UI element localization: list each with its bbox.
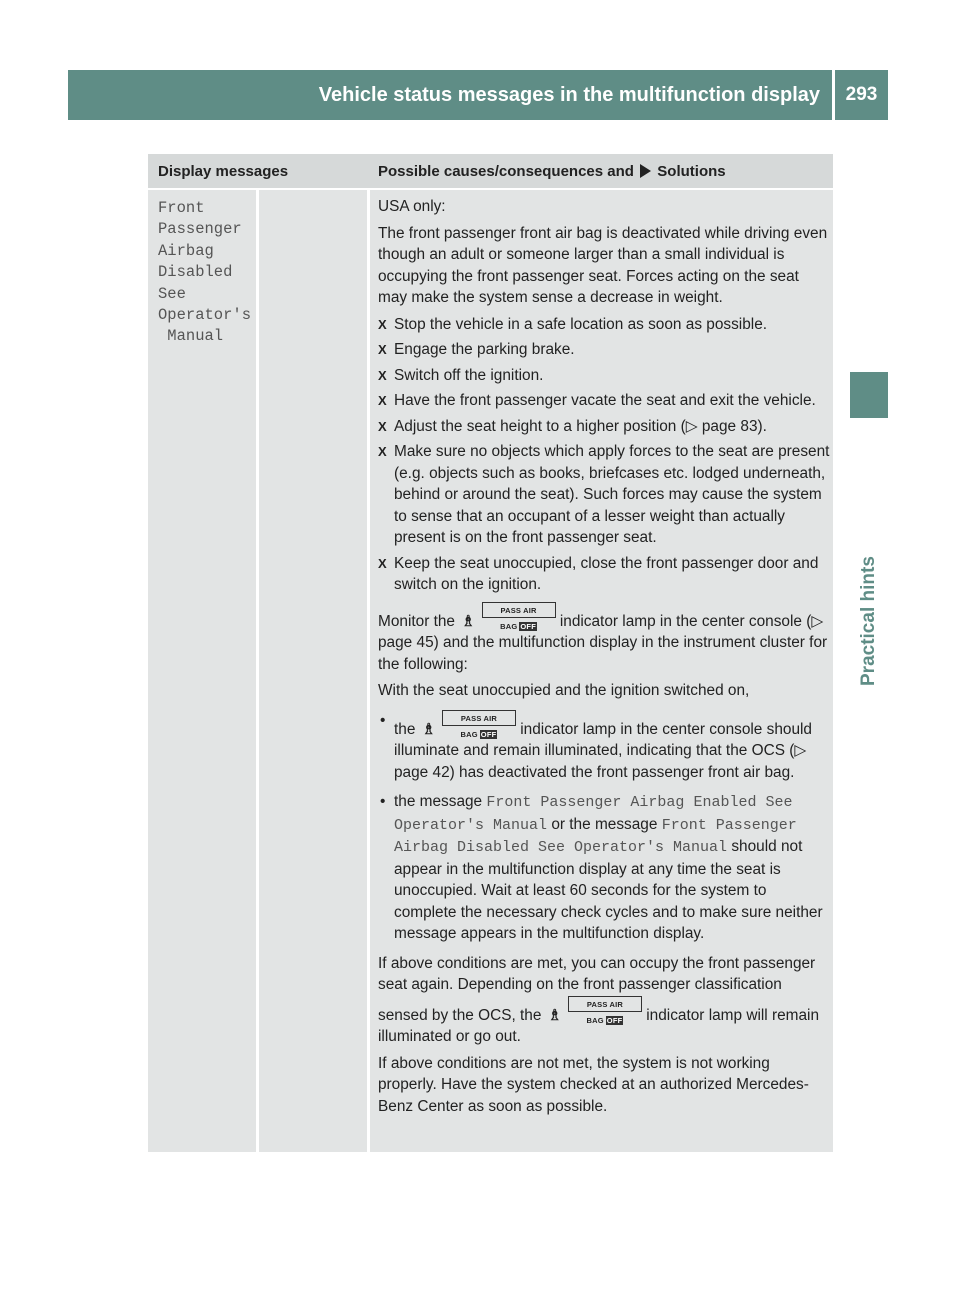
- step-item: X Have the front passenger vacate the seat and exit the vehicle.: [378, 390, 830, 412]
- table-header-row: [148, 154, 833, 188]
- solutions-content: [378, 196, 830, 1122]
- conditions-not-met-paragraph: If above conditions are not met, the system is not working properly. Have the system checked at an authorized Mercedes-Benz Center as soon as possible.: [378, 1054, 809, 1115]
- seat-occupant-icon: ♗: [461, 612, 475, 630]
- usa-only-note: USA only:: [378, 198, 446, 215]
- messages-table: [148, 154, 833, 1152]
- header-causes-solutions: Possible causes/consequences and Solutions: [378, 163, 726, 180]
- condition-bullet: • the message Front Passenger Airbag Enabled See Operator's Manual or the message Front Passenger Airbag Disabled See Operator's Manual should not appear in the multifunction display at any time the seat is unoccupied. Wait at least 60 seconds for the system to complete the necessary check cycles and to make sure neither message appears in the multifunction display.: [380, 793, 823, 942]
- column-empty: [259, 190, 367, 1152]
- step-item: X Engage the parking brake.: [378, 339, 830, 361]
- section-side-label: Practical hints: [858, 556, 879, 686]
- step-item: X Make sure no objects which apply forces to the seat are present (e.g. objects such as books, briefcases etc. lodged underneath, behind or around the seat). Such forces may cause the system to sense that an occupant of a lesser weight than actually present is on the front passenger seat.: [378, 443, 830, 546]
- seat-occupant-icon: ♗: [421, 720, 436, 738]
- step-item: X Adjust the seat height to a higher position (▷ page 83).: [378, 416, 830, 438]
- step-marker-icon: X: [378, 444, 387, 459]
- condition-bullet: • the ♗ PASS AIR BAG OFF indicator lamp in the center console should illuminate and remain illuminated, indicating that the OCS (▷ page 42) has deactivated the front passenger front air bag.: [380, 711, 812, 781]
- bullet-marker: •: [380, 793, 386, 810]
- step-marker-icon: X: [378, 316, 387, 332]
- step-marker-icon: X: [378, 555, 387, 571]
- step-item: X Switch off the ignition.: [378, 365, 830, 387]
- section-tab-marker: [850, 372, 888, 418]
- step-item: X Keep the seat unoccupied, close the front passenger door and switch on the ignition.: [378, 554, 819, 593]
- conditions-met-paragraph: If above conditions are met, you can occupy the front passenger seat again. Depending on the front passenger classification sensed by the OCS, the ♗ PASS AIR BAG OFF indicator lamp will remain illuminated or go out.: [378, 954, 820, 1045]
- solution-arrow-icon: [640, 164, 651, 178]
- pass-air-bag-off-icon: PASS AIR BAG OFF: [568, 996, 642, 1012]
- display-message-text: Front Passenger Airbag Disabled See Operator's Manual: [158, 199, 252, 346]
- page-header-title: Vehicle status messages in the multifunction display: [318, 84, 820, 106]
- seat-occupant-icon: ♗: [547, 1006, 562, 1024]
- pass-air-bag-off-icon: PASS AIR BAG OFF: [482, 602, 556, 618]
- display-message-ref: Front Passenger Airbag Enabled See Operator's Manual: [394, 794, 793, 834]
- step-marker-icon: X: [378, 393, 387, 408]
- bullet-marker: •: [380, 711, 386, 729]
- monitor-paragraph: Monitor the ♗ PASS AIR BAG OFF indicator lamp in the center console (▷ page 45) and the multifunction display in the instrument cluster for the following:: [378, 602, 830, 676]
- display-message-ref: Front Passenger Airbag Disabled See Operator's Manual: [394, 816, 797, 856]
- pass-air-bag-off-icon: PASS AIR BAG OFF: [442, 710, 516, 726]
- header-display-messages: Display messages: [158, 163, 289, 180]
- cause-paragraph: The front passenger front air bag is deactivated while driving even though an adult or someone larger than a small individual is occupying the front passenger seat. Forces acting on the seat may make the system sense a decrease in weight.: [378, 224, 828, 306]
- step-marker-icon: X: [378, 367, 387, 383]
- with-seat-paragraph: With the seat unoccupied and the ignition switched on,: [378, 682, 750, 699]
- step-marker-icon: X: [378, 342, 387, 357]
- page-number: 293: [835, 70, 888, 120]
- step-item: X Stop the vehicle in a safe location as soon as possible.: [378, 314, 830, 336]
- step-marker-icon: X: [378, 418, 387, 434]
